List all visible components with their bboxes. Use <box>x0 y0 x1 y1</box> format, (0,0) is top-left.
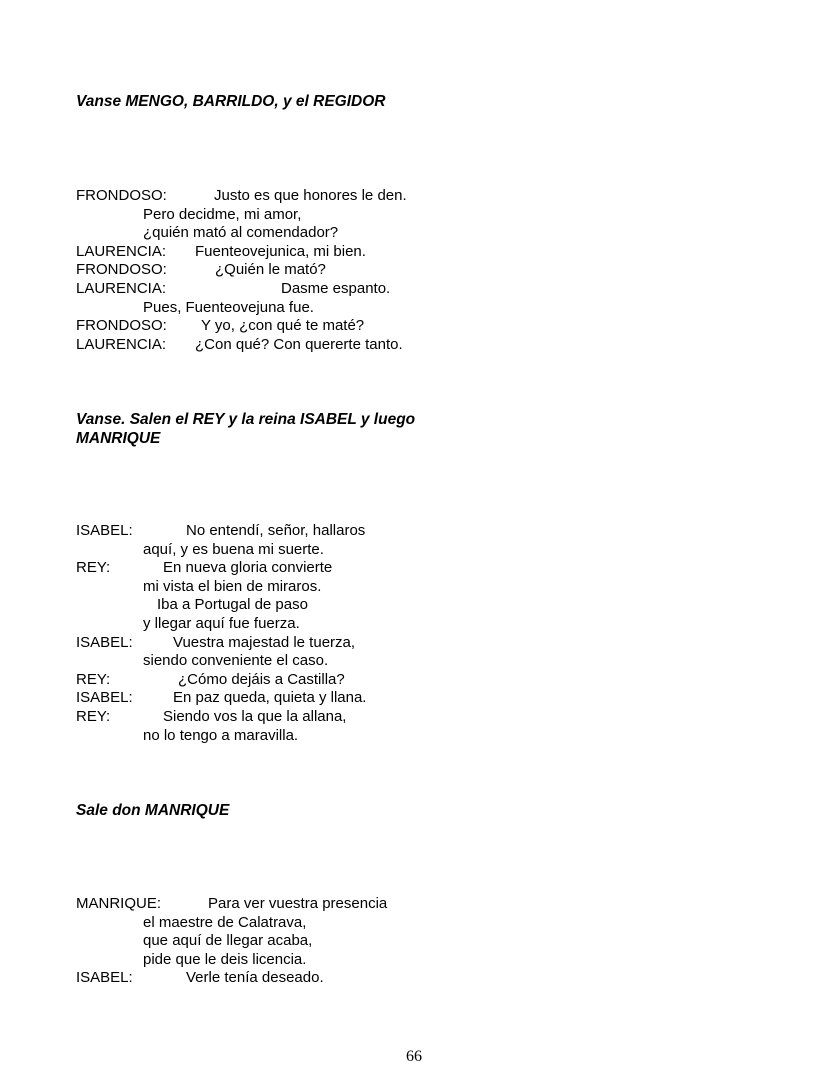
verse-text: Fuenteovejunica, mi bien. <box>195 242 366 260</box>
dialogue-line <box>0 932 828 951</box>
dialogue-line <box>0 708 828 727</box>
speaker-name: ISABEL: <box>76 969 133 987</box>
dialogue-line <box>0 652 828 671</box>
verse-text: ¿quién mató al comendador? <box>143 224 339 242</box>
stage-direction: Sale don MANRIQUE <box>76 802 230 819</box>
dialogue-line <box>0 969 828 988</box>
dialogue-line <box>0 243 828 262</box>
stage-direction: Vanse. Salen el REY y la reina ISABEL y luego MANRIQUE <box>76 411 416 447</box>
dialogue-line <box>0 317 828 336</box>
dialogue-line <box>0 187 828 206</box>
dialogue-line <box>0 559 828 578</box>
verse-text: mi vista el bien de miraros. <box>143 577 322 595</box>
verse-text: que aquí de llegar acaba, <box>143 932 313 950</box>
verse-text: ¿Quién le mató? <box>215 261 326 279</box>
speaker-name: MANRIQUE: <box>76 895 162 912</box>
stage-direction: Vanse MENGO, BARRILDO, y el REGIDOR <box>76 93 386 110</box>
speaker-name: LAURENCIA: <box>76 242 167 260</box>
dialogue-line <box>0 578 828 597</box>
verse-text: Pues, Fuenteovejuna fue. <box>143 298 314 316</box>
speaker-name: REY: <box>76 559 111 577</box>
verse-text: Pero decidme, mi amor, <box>143 205 302 223</box>
speaker-name: LAURENCIA: <box>76 335 167 353</box>
verse-text: No entendí, señor, hallaros <box>186 522 366 539</box>
speaker-name: ISABEL: <box>76 689 133 707</box>
dialogue-line <box>0 280 828 299</box>
dialogue-line <box>0 951 828 970</box>
dialogue-line <box>0 541 828 560</box>
speaker-name: ISABEL: <box>76 522 133 539</box>
verse-text: no lo tengo a maravilla. <box>143 726 299 744</box>
verse-text: Iba a Portugal de paso <box>157 596 308 614</box>
speaker-name: LAURENCIA: <box>76 280 167 297</box>
verse-text: Verle tenía deseado. <box>186 969 324 987</box>
speaker-name: FRONDOSO: <box>76 187 167 204</box>
dialogue-line <box>0 299 828 318</box>
verse-text: Justo es que honores le den. <box>214 187 407 204</box>
verse-text: Para ver vuestra presencia <box>208 895 388 912</box>
dialogue-line <box>0 336 828 355</box>
speaker-name: FRONDOSO: <box>76 261 167 279</box>
speaker-name: REY: <box>76 708 111 725</box>
verse-text: y llegar aquí fue fuerza. <box>143 615 300 632</box>
verse-text: Vuestra majestad le tuerza, <box>173 633 356 651</box>
dialogue-line <box>0 522 828 541</box>
dialogue-line <box>0 727 828 746</box>
verse-text: ¿Cómo dejáis a Castilla? <box>178 670 345 688</box>
dialogue-line <box>0 634 828 653</box>
dialogue-line <box>0 895 828 914</box>
verse-text: Dasme espanto. <box>281 280 391 297</box>
dialogue-line <box>0 261 828 280</box>
dialogue-line <box>0 206 828 225</box>
dialogue-line <box>0 689 828 708</box>
dialogue-line <box>0 224 828 243</box>
verse-text: Y yo, ¿con qué te maté? <box>201 317 365 335</box>
verse-text: Siendo vos la que la allana, <box>163 708 347 725</box>
speaker-name: ISABEL: <box>76 633 133 651</box>
verse-text: aquí, y es buena mi suerte. <box>143 540 324 558</box>
verse-text: siendo conveniente el caso. <box>143 652 329 670</box>
dialogue-line <box>0 671 828 690</box>
verse-text: pide que le deis licencia. <box>143 950 307 968</box>
dialogue-line <box>0 596 828 615</box>
dialogue-line <box>0 615 828 634</box>
speaker-name: REY: <box>76 670 111 688</box>
page-number: 66 <box>406 1048 422 1065</box>
verse-text: En nueva gloria convierte <box>163 559 333 577</box>
verse-text: el maestre de Calatrava, <box>143 913 307 931</box>
verse-text: ¿Con qué? Con quererte tanto. <box>195 335 403 353</box>
verse-text: En paz queda, quieta y llana. <box>173 689 367 707</box>
dialogue-line <box>0 914 828 933</box>
speaker-name: FRONDOSO: <box>76 317 167 335</box>
